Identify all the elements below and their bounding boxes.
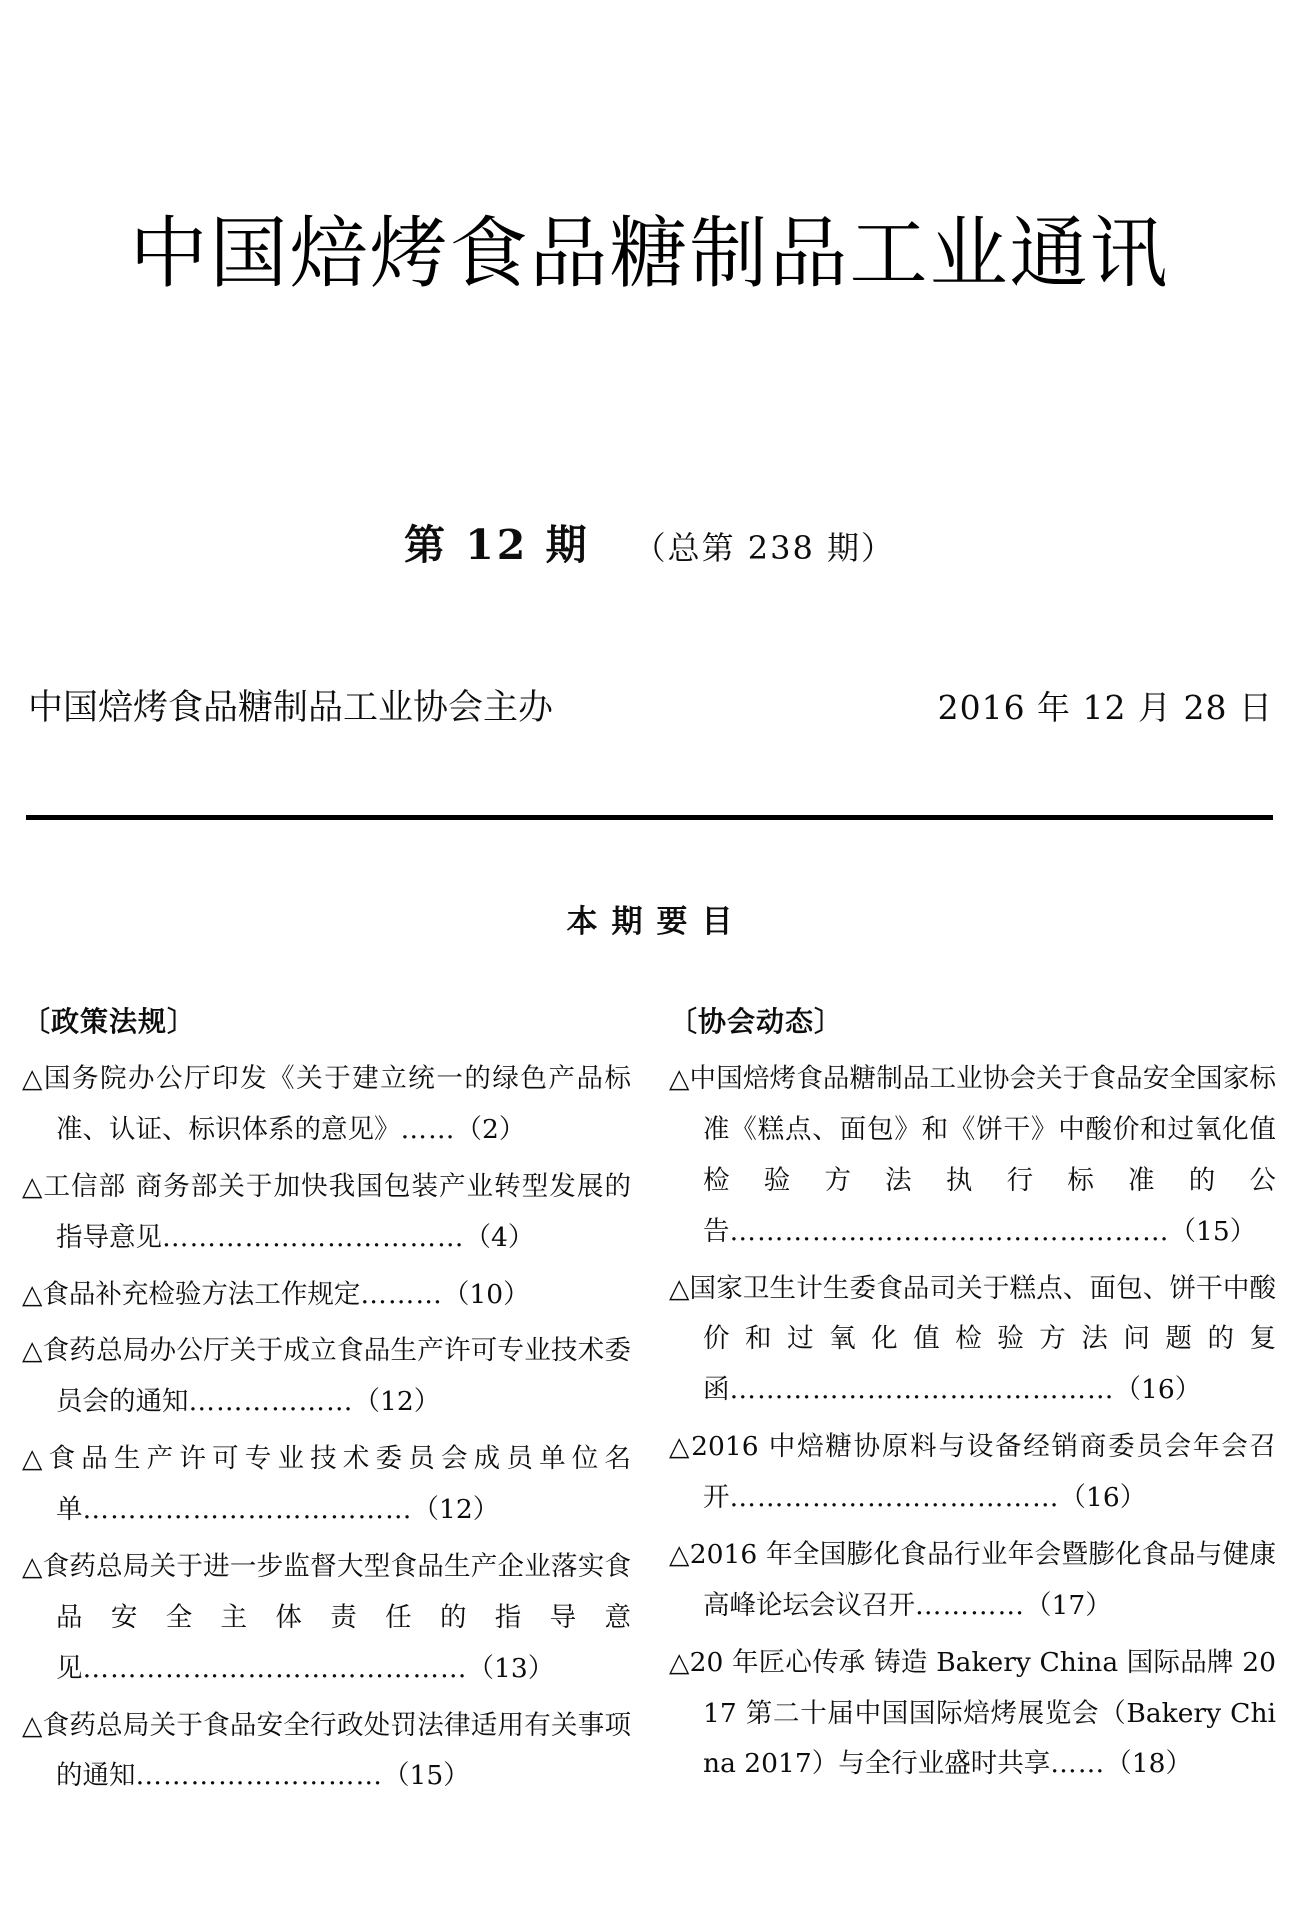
toc-entry-title: △20 年匠心传承 铸造 Bakery China 国际品牌 2017 第二十届中国国际焙烤展览会（Bakery China 2017）与全行业盛时共享	[669, 1646, 1276, 1780]
toc-entry-leader: ……………………………	[162, 1221, 465, 1253]
toc-column-policy	[0, 1000, 649, 1808]
toc-entry-title: △国务院办公厅印发《关于建立统一的绿色产品标准、认证、标识体系的意见》	[22, 1063, 631, 1145]
toc-entry-title: △食药总局办公厅关于成立食品生产许可专业技术委员会的通知	[22, 1335, 631, 1418]
toc-entry[interactable]	[669, 1638, 1276, 1791]
toc-entry-page: （16）	[1114, 1374, 1202, 1406]
toc-entry-page: （17）	[1025, 1589, 1112, 1621]
toc-entry-page: （18）	[1105, 1748, 1192, 1780]
toc-entry-page: （12）	[353, 1386, 441, 1418]
page-title: 中国焙烤食品糖制品工业通讯	[129, 209, 1170, 299]
toc-entry-page: （13）	[467, 1652, 555, 1684]
issue-serial-number: （总第 238 期）	[633, 529, 896, 567]
toc-entry-leader: ………………………………	[729, 1482, 1060, 1513]
toc-entry-title: △国家卫生计生委食品司关于糕点、面包、饼干中酸价和过氧化值检验方法问题的复函	[669, 1272, 1276, 1406]
toc-entry[interactable]	[22, 1434, 631, 1536]
toc-entry[interactable]	[669, 1264, 1276, 1417]
toc-entry-title: △中国焙烤食品糖制品工业协会关于食品安全国家标准《糕点、面包》和《饼干》中酸价和过氧化值检验方法执行标准的公告	[669, 1063, 1276, 1247]
toc-entry-leader: ……………………………………	[729, 1374, 1115, 1406]
toc-entry-leader: ……	[1050, 1748, 1106, 1780]
toc-entry-page: （2）	[455, 1113, 526, 1145]
section-label-association: 〔协会动态〕	[669, 1005, 844, 1038]
toc-entry-leader: ……	[400, 1113, 456, 1145]
toc-entry[interactable]	[22, 1701, 631, 1803]
publisher-row	[28, 680, 1273, 730]
publication-date: 2016 年 12 月 28 日	[937, 688, 1273, 727]
toc-entry-leader: ………………	[188, 1386, 354, 1418]
toc-entry-title: △2016 年全国膨化食品行业年会暨膨化食品与健康高峰论坛会议召开	[669, 1538, 1276, 1621]
toc-entry[interactable]	[669, 1530, 1276, 1632]
toc-entry-title: △工信部 商务部关于加快我国包装产业转型发展的指导意见	[22, 1170, 631, 1253]
toc-entry-page: （15）	[1169, 1215, 1257, 1247]
toc-entry[interactable]	[669, 1422, 1276, 1524]
issue-number: 第 12 期	[403, 521, 590, 569]
toc-entry-leader: ………………………………	[82, 1494, 413, 1525]
toc-entry[interactable]	[22, 1054, 631, 1156]
toc-entry-page: （16）	[1059, 1482, 1147, 1513]
toc-entry-title: △食品补充检验方法工作规定	[22, 1278, 361, 1310]
toc-entry[interactable]	[22, 1542, 631, 1695]
toc-entry-page: （4）	[464, 1221, 535, 1253]
contents-heading: 本期要目	[566, 904, 747, 940]
issue-line	[0, 512, 1299, 571]
toc-entry-page: （10）	[442, 1278, 530, 1310]
toc-entry-page: （15）	[383, 1760, 470, 1792]
publisher-name: 中国焙烤食品糖制品工业协会主办	[28, 688, 554, 728]
toc-entry-title: △食品生产许可专业技术委员会成员单位名单	[22, 1443, 631, 1525]
toc-entry-page: （12）	[412, 1494, 500, 1525]
toc-column-association	[649, 1000, 1298, 1796]
toc-entry-leader: …………	[915, 1589, 1025, 1621]
toc-entry-leader: …………………………………………	[729, 1215, 1170, 1247]
header-divider	[26, 815, 1273, 820]
masthead	[0, 209, 1299, 299]
toc-entry[interactable]	[669, 1054, 1276, 1258]
section-label-policy: 〔政策法规〕	[22, 1005, 197, 1038]
entry-list-policy	[22, 1054, 631, 1802]
toc-entry[interactable]	[22, 1270, 631, 1321]
toc-entry[interactable]	[22, 1326, 631, 1428]
toc-entry-leader: ………………………	[135, 1760, 383, 1792]
toc-entry-title: △食药总局关于食品安全行政处罚法律适用有关事项的通知	[22, 1709, 631, 1792]
table-of-contents	[0, 1000, 1299, 1808]
toc-entry-title: △2016 中焙糖协原料与设备经销商委员会年会召开	[669, 1431, 1276, 1513]
toc-entry-leader: ………	[360, 1278, 443, 1310]
toc-entry-leader: ……………………………………	[82, 1652, 468, 1684]
entry-list-association	[669, 1054, 1276, 1790]
toc-entry[interactable]	[22, 1162, 631, 1264]
toc-entry-title: △食药总局关于进一步监督大型食品生产企业落实食品安全主体责任的指导意见	[22, 1550, 631, 1684]
